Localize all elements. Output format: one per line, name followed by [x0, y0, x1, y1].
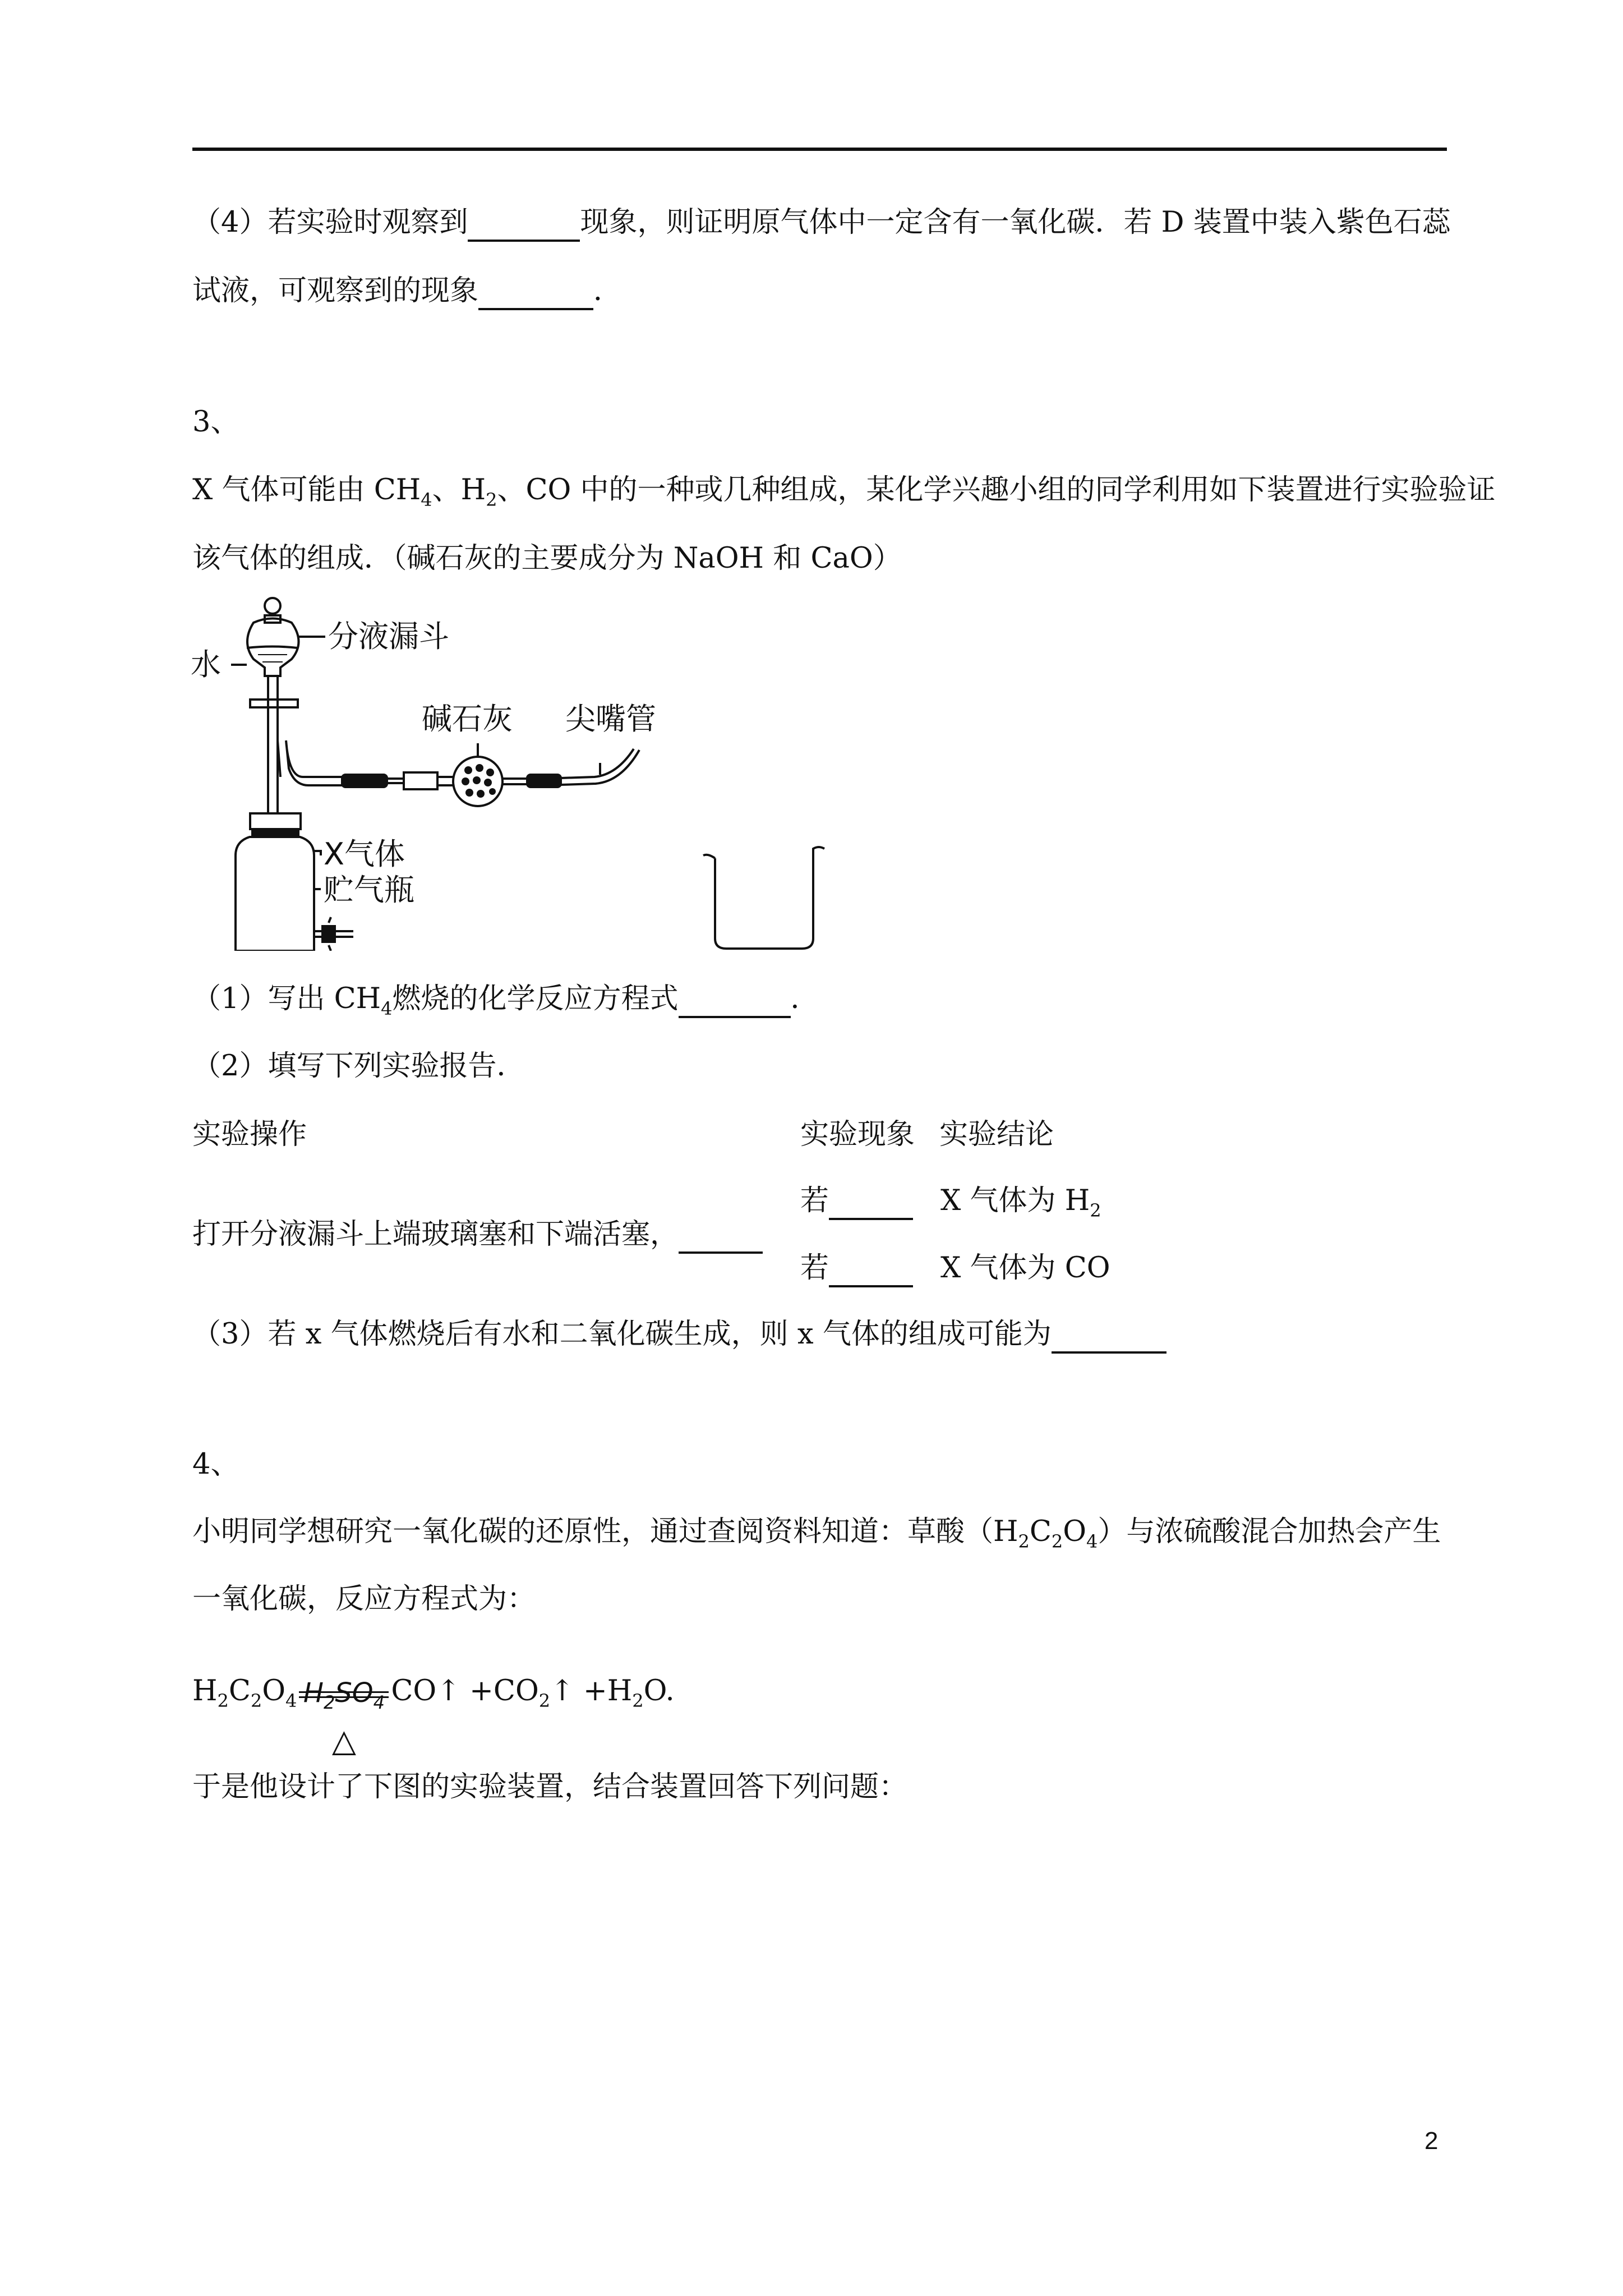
label-nozzle: 尖嘴管: [565, 701, 656, 737]
table-operation: [192, 1217, 763, 1254]
subscript: 2: [486, 489, 497, 510]
subscript: 2: [250, 1690, 262, 1711]
water-hatch: [258, 655, 287, 662]
text: H: [192, 1674, 218, 1708]
bottle-stopper: [250, 813, 301, 829]
gas-bottle: [236, 837, 314, 951]
table-header-operation: 实验操作: [192, 1118, 307, 1151]
table-header-conclusion: 实验结论: [939, 1118, 1054, 1151]
rubber-connector: [527, 775, 561, 787]
text: 小明同学想研究一氧化碳的还原性，通过查阅资料知道：草酸（H: [192, 1515, 1018, 1548]
text: 若: [800, 1184, 829, 1217]
funnel-water-level: [247, 647, 297, 648]
label-gas-bottle: 贮气瓶: [324, 872, 414, 908]
text: ．: [593, 274, 623, 307]
subscript: 2: [217, 1690, 229, 1711]
text: ↑ +H: [550, 1674, 633, 1708]
q3-number: 3、: [192, 406, 239, 439]
table-header-phenomenon: 实验现象: [800, 1118, 915, 1151]
q2-part4-line2: [192, 274, 622, 310]
funnel-stopcock: [250, 700, 298, 707]
answer-blank[interactable]: [829, 1184, 913, 1220]
text: C: [228, 1674, 251, 1708]
subscript: 4: [285, 1690, 297, 1711]
q3-part1: [192, 982, 819, 1019]
text: ）与浓硫酸混合加热会产生: [1098, 1515, 1441, 1548]
q4-number: 4、: [192, 1448, 239, 1481]
label-funnel: 分液漏斗: [328, 619, 449, 654]
q3-intro-line1: [192, 473, 1496, 510]
side-tube: [286, 740, 342, 785]
text: O.: [643, 1674, 675, 1708]
text: 燃烧的化学反应方程式: [392, 982, 679, 1015]
rubber-connector: [342, 775, 387, 787]
answer-blank[interactable]: [468, 205, 580, 242]
reaction-condition: [299, 1651, 389, 1759]
q4-equation: [192, 1649, 675, 1759]
beaker-icon: [715, 847, 824, 949]
text: （1）写出 CH: [192, 982, 381, 1015]
q3-intro-line2: 该气体的组成．（碱石灰的主要成分为 NaOH 和 CaO）: [192, 542, 902, 575]
subscript: 4: [1086, 1531, 1098, 1552]
subscript: 2: [1018, 1531, 1030, 1552]
header-rule: [192, 148, 1447, 151]
answer-blank[interactable]: [829, 1251, 913, 1287]
text: O: [262, 1674, 286, 1708]
text: 、H: [432, 473, 486, 507]
glass-tube: [387, 779, 404, 783]
text: O: [1063, 1515, 1087, 1548]
page-number: 2: [1424, 2127, 1438, 2155]
answer-blank[interactable]: [1052, 1317, 1166, 1354]
answer-blank[interactable]: [679, 982, 791, 1018]
q2-part4-line1: [192, 205, 1451, 242]
bottle-stopper-seal: [252, 829, 298, 837]
text: C: [1029, 1515, 1052, 1548]
table-row2-phenomenon: [800, 1251, 913, 1287]
subscript: 2: [1051, 1531, 1063, 1552]
drying-tube-end: [404, 772, 437, 789]
q3-part2: （2）填写下列实验报告．: [192, 1050, 525, 1083]
condition-catalyst: $H_2SO_4$: [303, 1677, 385, 1713]
gas-apparatus-figure: [191, 592, 864, 951]
table-row1-phenomenon: [800, 1184, 913, 1220]
soda-lime-granules: [462, 764, 496, 798]
label-x-gas: X气体: [324, 836, 405, 872]
text: 试液，可观察到的现象: [192, 274, 479, 307]
subscript: 4: [381, 998, 393, 1019]
outlet-clamp-icon: [322, 926, 335, 942]
text: X 气体可能由 CH: [192, 473, 421, 507]
subscript: 4: [421, 489, 432, 510]
label-water: 水: [191, 647, 221, 682]
label-soda-lime: 碱石灰: [422, 701, 513, 737]
text: 、CO 中的一种或几种组成，某化学兴趣小组的同学利用如下装置进行实验验证: [497, 473, 1496, 507]
text: CO↑ +CO: [391, 1674, 539, 1708]
answer-blank[interactable]: [679, 1217, 763, 1254]
answer-blank[interactable]: [478, 274, 593, 310]
q4-intro-line2: 一氧化碳，反应方程式为：: [192, 1582, 536, 1616]
text: 若: [800, 1251, 829, 1285]
text: （4）若实验时观察到: [192, 206, 468, 239]
equation-bar: [299, 1691, 389, 1698]
text: 现象，则证明原气体中一定含有一氧化碳．若 D 装置中装入紫色石蕊: [580, 206, 1451, 239]
heat-icon: △: [331, 1723, 356, 1759]
table-row1-conclusion: [940, 1184, 1101, 1221]
subscript: 2: [1090, 1200, 1101, 1221]
table-row2-conclusion: X 气体为 CO: [940, 1251, 1110, 1285]
text: ．: [790, 982, 819, 1015]
subscript: 2: [632, 1690, 644, 1711]
q3-part3: [192, 1317, 1166, 1354]
q4-after: 于是他设计了下图的实验装置，结合装置回答下列问题：: [192, 1770, 908, 1803]
funnel-stopper-icon: [265, 598, 280, 614]
text: 打开分液漏斗上端玻璃塞和下端活塞，: [192, 1218, 679, 1251]
q4-intro-line1: [192, 1515, 1441, 1552]
subscript: 2: [538, 1690, 551, 1711]
text: （3）若 x 气体燃烧后有水和二氧化碳生成，则 x 气体的组成可能为: [192, 1318, 1052, 1351]
text: X 气体为 H: [940, 1184, 1090, 1217]
